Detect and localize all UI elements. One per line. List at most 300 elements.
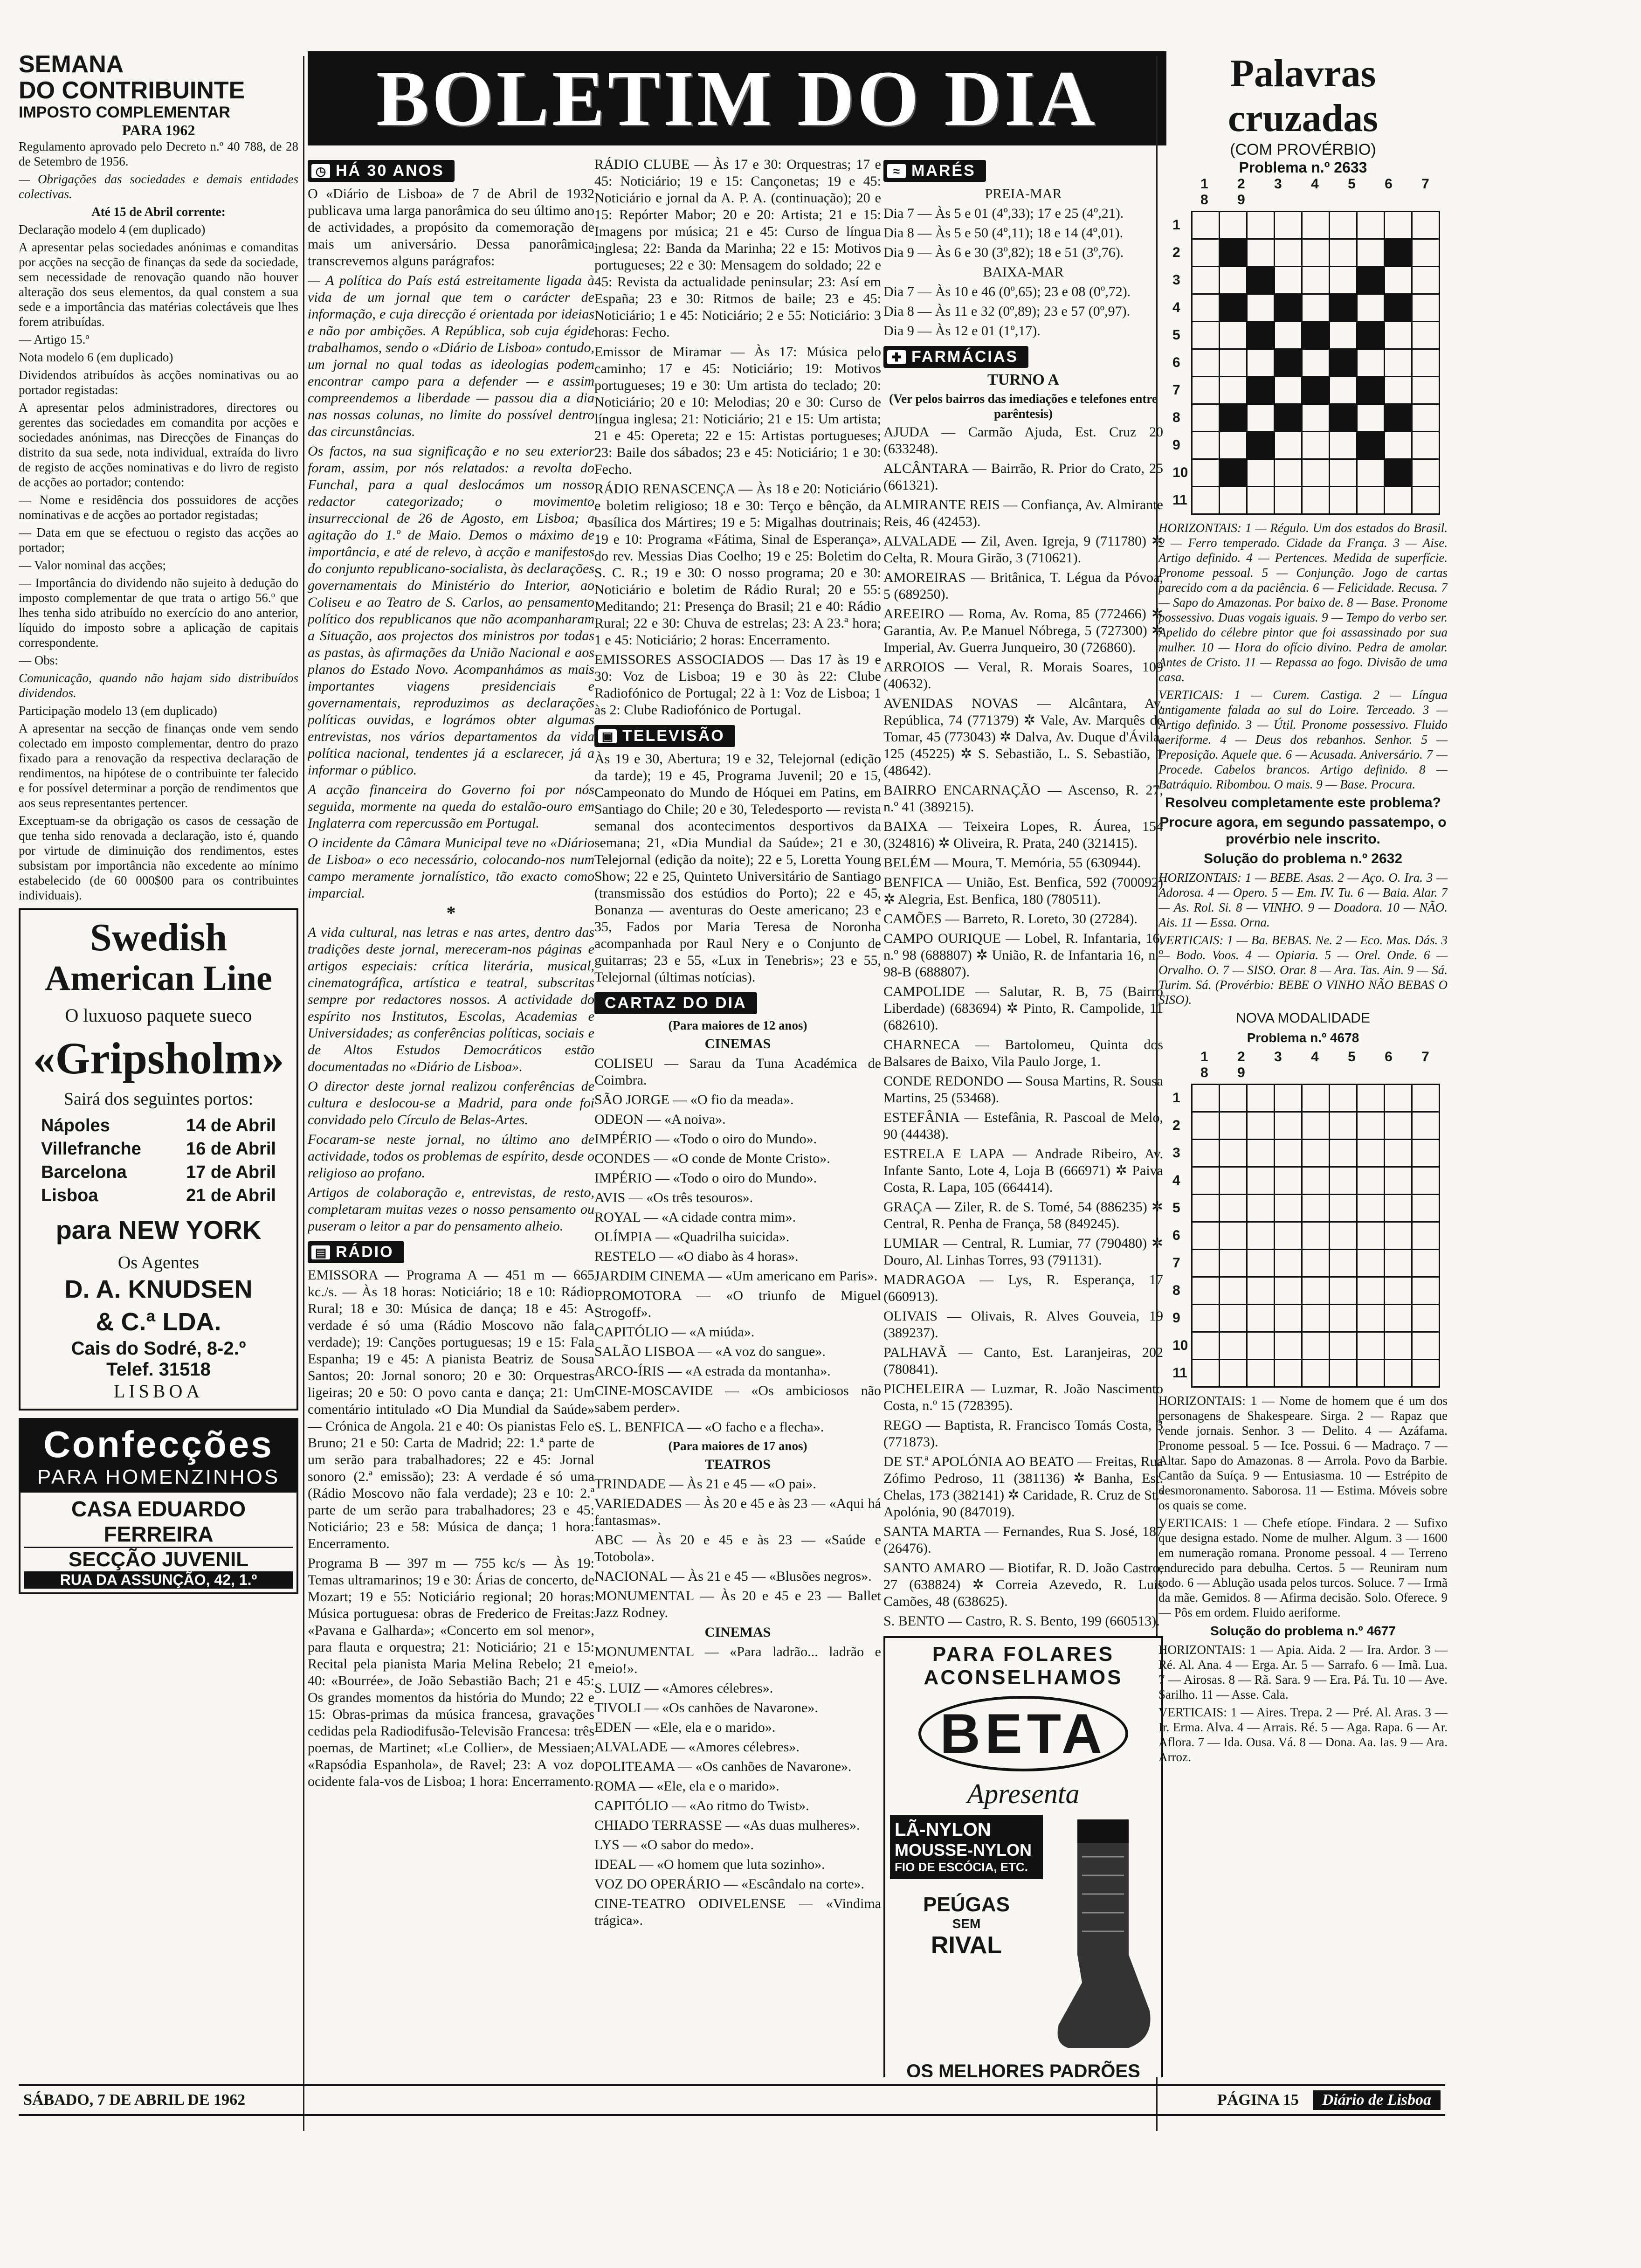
grid-row — [1172, 1222, 1440, 1250]
grid-cell[interactable] — [1247, 1112, 1275, 1140]
grid-cell[interactable] — [1220, 1222, 1247, 1250]
grid-cell[interactable] — [1330, 1112, 1357, 1140]
grid-cell[interactable] — [1330, 1195, 1357, 1222]
paragraph: Artigos de colaboração e, entrevistas, de resto, completaram muitas vezes o nosso pensamento ou puseram o leitor a par do pensamento alheio. — [308, 1185, 594, 1234]
paragraph: Declaração modelo 4 (em duplicado) — [19, 222, 206, 236]
solution: HORIZONTAIS: 1 — BEBE. Asas. 2 — Aço. O. Ira. 3 — Adorosa. 4 — Opero. 5 — Em. IV. Tu. 6 — Baia. Alar. 7 — As. Rol. Si. 8 — VINHO. 9 — Doadora. 10 — NÃO. Ais. 11 — Essa. Orna. — [1158, 871, 1448, 929]
grid-cell[interactable] — [1275, 487, 1302, 514]
grid-cell[interactable] — [1330, 404, 1357, 432]
grid-cell[interactable] — [1330, 432, 1357, 459]
listing: PROMOTORA — «O triunfo de Miguel Strogoff». — [594, 1288, 881, 1320]
grid-cell[interactable] — [1385, 1360, 1412, 1387]
listing: MONUMENTAL — «Para ladrão... ladrão e meio!». — [594, 1644, 881, 1676]
solution: HORIZONTAIS: 1 — Apia. Aida. 2 — Ira. Ardor. 3 — Ré. Al. Ana. 4 — Erga. Ar. 5 — Sarrafo. 6 — Imã. Lua. 7 — Airosas. 8 — Rã. Sara. 9 — Era. Pá. Tu. 10 — Ave. Sarilho. 11 — Asse. Cala. — [1158, 1643, 1448, 1701]
grid-cell[interactable] — [1357, 267, 1385, 294]
problem-number: Problema n.º 4678 — [1247, 1030, 1359, 1045]
ad-text: PEÚGAS — [923, 1893, 1010, 1916]
grid-cell[interactable] — [1357, 1277, 1385, 1305]
grid-cell[interactable] — [1330, 1332, 1357, 1360]
grid-cell[interactable] — [1192, 349, 1220, 377]
grid-cell[interactable] — [1412, 212, 1440, 239]
grid-column-numbers: 1 2 3 4 5 6 7 8 9 — [1200, 1049, 1442, 1080]
section-subtitle: IMPOSTO COMPLEMENTAR — [19, 104, 230, 121]
grid-cell[interactable] — [1385, 1250, 1412, 1277]
grid-cell[interactable] — [1330, 1250, 1357, 1277]
listing: CINE-MOSCAVIDE — «Os ambiciosos não sabem perder». — [594, 1383, 881, 1415]
grid-cell[interactable] — [1302, 1222, 1330, 1250]
grid-cell[interactable] — [1192, 1277, 1220, 1305]
grid-row — [1172, 1167, 1440, 1195]
grid-cell[interactable] — [1385, 459, 1412, 487]
grid-cell[interactable] — [1220, 1332, 1247, 1360]
grid-cell[interactable] — [1302, 1277, 1330, 1305]
solution-title: Solução do problema n.º 2632 — [1203, 851, 1403, 866]
grid-cell[interactable] — [1330, 1277, 1357, 1305]
grid-cell[interactable] — [1192, 212, 1220, 239]
grid-cell[interactable] — [1412, 239, 1440, 267]
listing: SALÃO LISBOA — «A voz do sangue». — [594, 1344, 826, 1359]
grid-cell[interactable] — [1412, 294, 1440, 322]
pharmacy-entry: ARROIOS — Veral, R. Morais Soares, 109 (40632). — [883, 659, 1163, 691]
grid-cell[interactable] — [1385, 1167, 1412, 1195]
grid-cell[interactable] — [1385, 1085, 1412, 1112]
crossword-grid[interactable] — [1172, 1084, 1440, 1388]
grid-cell[interactable] — [1247, 404, 1275, 432]
grid-cell[interactable] — [1275, 294, 1302, 322]
row-number: 8 — [1172, 1283, 1180, 1298]
row-number: 4 — [1172, 300, 1180, 315]
newspaper-brand: Diário de Lisboa — [1313, 2090, 1441, 2110]
grid-cell[interactable] — [1385, 349, 1412, 377]
grid-cell[interactable] — [1357, 1085, 1385, 1112]
pharmacy-entry: ESTEFÂNIA — Estefânia, R. Pascoal de Melo, 90 (44438). — [883, 1110, 1163, 1142]
grid-cell[interactable] — [1357, 1167, 1385, 1195]
paragraph: RÁDIO CLUBE — Às 17 e 30: Orquestras; 17 e 45: Noticiário; 19 e 15: Cançonetas; 19 e 45: Noticiário e jornal da A. P. A. (continuação); 20 e 15: Repórter Mabor; 20 e 20: Artista; 21 e 15: Imagens por música; 21 e 45: Curso de língua inglesa; 22: Banda da Marinha; 22 e 15: Motivos portugueses; 22 e 30: Mensagem do soldado; 22 e 45: Revista da actualidade peninsular; 23: Así em España; 23 e 30: Ritmos de baile; 23 e 45: Noticiário; 1 e 45: Noticiário; 2 e 55: Noticiário: 3 horas: Fecho. — [594, 157, 881, 340]
paragraph: Os factos, na sua significação e no seu exterior foram, assim, por nós relatados: a revolta do Funchal, para a qual deslocámos um nosso redactor categorizado; o movimento insurreccional de 26 de Agosto, em Lisboa; a agitação do 1.º de Maio. Demos o máximo de importância, e até de relevo, à acção e manifestos do conjunto republicano-socialista, às declarações governamentais do Ministério do Interior, ao Coliseu e ao Teatro de S. Carlos, ao pensamento político dos republicanos que não acompanharam a Situação, aos projectos dos ministros por todas as pastas, às afirmações da União Nacional e aos planos do Estado Novo. Acompanhámos as mais importantes viagens presidenciais e governamentais, reproduzimos as declarações políticas ouvidas, e lográmos obter algumas entrevistas, nos vários departamentos da vida política nacional, tendentes já a esclarecer, já a informar o público. — [308, 443, 594, 778]
ad-text: Os Agentes — [117, 1253, 200, 1272]
grid-cell[interactable] — [1247, 1250, 1275, 1277]
grid-cell[interactable] — [1385, 322, 1412, 349]
grid-cell[interactable] — [1247, 1277, 1275, 1305]
grid-cell[interactable] — [1275, 349, 1302, 377]
paragraph: Participação modelo 13 (em duplicado) — [19, 704, 217, 718]
port-row — [41, 1161, 276, 1184]
grid-cell[interactable] — [1412, 1250, 1440, 1277]
grid-cell[interactable] — [1385, 1112, 1412, 1140]
port-row — [41, 1114, 276, 1137]
pharmacy-entry: ALMIRANTE REIS — Confiança, Av. Almirante Reis, 46 (42453). — [883, 497, 1163, 529]
grid-cell[interactable] — [1247, 349, 1275, 377]
grid-cell[interactable] — [1385, 1277, 1412, 1305]
list-item: — Nome e residência dos possuidores de acções nominativas e de acções ao portador registadas; — [19, 493, 298, 522]
grid-cell[interactable] — [1302, 212, 1330, 239]
grid-cell[interactable] — [1385, 404, 1412, 432]
grid-cell[interactable] — [1412, 1140, 1440, 1167]
grid-row — [1172, 1305, 1440, 1332]
port-date: 21 de Abril — [186, 1186, 276, 1205]
row-number: 1 — [1172, 217, 1180, 233]
grid-cell[interactable] — [1247, 1332, 1275, 1360]
grid-cell[interactable] — [1247, 1140, 1275, 1167]
grid-cell[interactable] — [1357, 1222, 1385, 1250]
grid-cell[interactable] — [1357, 404, 1385, 432]
grid-cell[interactable] — [1385, 1305, 1412, 1332]
grid-cell[interactable] — [1357, 1360, 1385, 1387]
note: (Ver pelos bairros das imediações e telefones entre parêntesis) — [889, 392, 1158, 421]
grid-cell[interactable] — [1330, 239, 1357, 267]
row-number: 7 — [1172, 382, 1180, 398]
tide-line: Dia 9 — Às 6 e 30 (3º,82); 18 e 51 (3º,76). — [883, 245, 1124, 260]
grid-cell[interactable] — [1275, 1167, 1302, 1195]
grid-cell[interactable] — [1220, 349, 1247, 377]
listing: POLITEAMA — «Os canhões de Navarone». — [594, 1759, 852, 1774]
grid-cell[interactable] — [1302, 432, 1330, 459]
grid-cell[interactable] — [1247, 239, 1275, 267]
grid-cell[interactable] — [1220, 1195, 1247, 1222]
grid-cell[interactable] — [1275, 1222, 1302, 1250]
grid-cell[interactable] — [1330, 267, 1357, 294]
tide-line: Dia 9 — Às 12 e 01 (1º,17). — [883, 323, 1041, 339]
ad-agent: D. A. KNUDSEN — [64, 1275, 253, 1303]
ad-text: SEM — [952, 1916, 981, 1931]
section-header: ◷ HÁ 30 ANOS — [308, 160, 455, 182]
subsection-title: CINEMAS — [704, 1036, 771, 1051]
grid-cell[interactable] — [1302, 1167, 1330, 1195]
grid-cell[interactable] — [1220, 487, 1247, 514]
listing: CAPITÓLIO — «Ao ritmo do Twist». — [594, 1798, 809, 1813]
paragraph: Focaram-se neste jornal, no último ano de actividade, todos os problemas de espírito, desde o religioso ao profano. — [308, 1132, 594, 1181]
listing: EDEN — «Ele, ela e o marido». — [594, 1720, 776, 1735]
grid-cell[interactable] — [1385, 267, 1412, 294]
listing: ODEON — «A noiva». — [594, 1112, 726, 1127]
section-subtitle: PARA 1962 — [122, 122, 195, 138]
grid-cell[interactable] — [1357, 239, 1385, 267]
grid-cell[interactable] — [1220, 1167, 1247, 1195]
grid-cell[interactable] — [1275, 1305, 1302, 1332]
grid-cell[interactable] — [1330, 1305, 1357, 1332]
paragraph: EMISSORES ASSOCIADOS — Das 17 às 19 e 30: Voz de Lisboa; 19 e 30 às 22: Clube Radiofónico de Portugal; 22 à 1: Voz de Lisboa; 1 às 2: Clube Radiofónico de Portugal. — [594, 652, 881, 718]
grid-cell[interactable] — [1302, 267, 1330, 294]
grid-cell[interactable] — [1412, 377, 1440, 404]
page-number: PÁGINA 15 — [1217, 2091, 1299, 2109]
grid-cell[interactable] — [1412, 1305, 1440, 1332]
grid-cell[interactable] — [1330, 377, 1357, 404]
grid-cell[interactable] — [1302, 1332, 1330, 1360]
contribuinte-column — [19, 51, 298, 2080]
crossword-grid[interactable] — [1172, 211, 1440, 515]
paragraph: — A política do País está estreitamente ligada à vida de um jornal que tem o carácter de informação, e cuja direcção é orientada por ideias e não por ambições. A República, sob cuja égide trabalhamos, sendo o «Diário de Lisboa» contudo, um jornal no qual todas as ideologias podem encontrar campo para a defender — e assim compreendemos a liberdade — passou dia a dia nas nossas colunas, no limite do possível dentro das circunstâncias. — [308, 273, 594, 439]
grid-cell[interactable] — [1192, 459, 1220, 487]
grid-cell[interactable] — [1220, 1277, 1247, 1305]
grid-cell[interactable] — [1192, 267, 1220, 294]
grid-cell[interactable] — [1247, 322, 1275, 349]
grid-cell[interactable] — [1192, 404, 1220, 432]
grid-cell[interactable] — [1220, 404, 1247, 432]
listing: TIVOLI — «Os canhões de Navarone». — [594, 1700, 818, 1715]
grid-cell[interactable] — [1220, 432, 1247, 459]
problem-number: Problema n.º 2633 — [1239, 159, 1367, 176]
ad-product: MOUSSE-NYLON — [895, 1840, 1032, 1860]
grid-cell[interactable] — [1220, 1305, 1247, 1332]
grid-cell[interactable] — [1220, 1140, 1247, 1167]
grid-cell[interactable] — [1247, 377, 1275, 404]
grid-cell[interactable] — [1412, 1195, 1440, 1222]
grid-cell[interactable] — [1357, 349, 1385, 377]
grid-cell[interactable] — [1275, 1360, 1302, 1387]
port-date: 17 de Abril — [186, 1162, 276, 1182]
subsection-title: BAIXA-MAR — [983, 264, 1064, 280]
grid-cell[interactable] — [1385, 487, 1412, 514]
paragraph: O incidente da Câmara Municipal teve no «Diário de Lisboa» o eco necessário, colocando-nos num campo meramente jornalístico, tão exacto como imparcial. — [308, 835, 594, 901]
grid-cell[interactable] — [1302, 459, 1330, 487]
grid-cell[interactable] — [1275, 1277, 1302, 1305]
solution-title: Solução do problema n.º 4677 — [1210, 1624, 1396, 1638]
grid-cell[interactable] — [1357, 377, 1385, 404]
grid-cell[interactable] — [1220, 322, 1247, 349]
grid-cell[interactable] — [1412, 459, 1440, 487]
grid-cell[interactable] — [1412, 1277, 1440, 1305]
grid-cell[interactable] — [1385, 1140, 1412, 1167]
grid-cell[interactable] — [1330, 1360, 1357, 1387]
grid-cell[interactable] — [1192, 239, 1220, 267]
grid-cell[interactable] — [1192, 377, 1220, 404]
pharmacy-entry: SANTA MARTA — Fernandes, Rua S. José, 187 (26476). — [883, 1524, 1163, 1556]
grid-cell[interactable] — [1302, 294, 1330, 322]
grid-cell[interactable] — [1412, 1332, 1440, 1360]
grid-cell[interactable] — [1302, 377, 1330, 404]
grid-cell[interactable] — [1247, 1085, 1275, 1112]
paragraph: A apresentar pelos administradores, directores ou gerentes das sociedades em comandita por acções e sociedades anónimas, nas Direcções de Finanças do distrito da sua sede, nota individual, extraída do livro de registo de acções nominativas e do livro de registo de acções ao portador; contendo: — [19, 401, 298, 489]
grid-cell[interactable] — [1412, 322, 1440, 349]
paragraph: O director deste jornal realizou conferências de cultura e deslocou-se a Madrid, para onde foi convidado pelo Círculo de Belas-Artes. — [308, 1079, 594, 1127]
rating-note: (Para maiores de 12 anos) — [668, 1018, 807, 1032]
grid-cell[interactable] — [1192, 294, 1220, 322]
grid-cell[interactable] — [1330, 1085, 1357, 1112]
grid-cell[interactable] — [1275, 459, 1302, 487]
grid-cell[interactable] — [1385, 1195, 1412, 1222]
grid-cell[interactable] — [1330, 322, 1357, 349]
grid-cell[interactable] — [1412, 267, 1440, 294]
grid-cell[interactable] — [1302, 322, 1330, 349]
grid-cell[interactable] — [1412, 1112, 1440, 1140]
grid-cell[interactable] — [1302, 1085, 1330, 1112]
grid-cell[interactable] — [1247, 432, 1275, 459]
grid-cell[interactable] — [1192, 432, 1220, 459]
grid-cell[interactable] — [1330, 1140, 1357, 1167]
separator: * — [446, 902, 456, 923]
grid-cell[interactable] — [1220, 267, 1247, 294]
grid-cell[interactable] — [1412, 1222, 1440, 1250]
ad-tagline: OS MELHORES PADRÕES — [906, 2061, 1140, 2077]
grid-cell[interactable] — [1192, 1332, 1220, 1360]
grid-cell[interactable] — [1275, 404, 1302, 432]
grid-cell[interactable] — [1247, 1195, 1275, 1222]
grid-cell[interactable] — [1357, 1195, 1385, 1222]
grid-cell[interactable] — [1247, 267, 1275, 294]
grid-cell[interactable] — [1385, 377, 1412, 404]
listing: NACIONAL — Às 21 e 45 — «Blusões negros». — [594, 1569, 872, 1584]
listing: VARIEDADES — Às 20 e 45 e às 23 — «Aqui há fantasmas». — [594, 1496, 881, 1528]
grid-cell[interactable] — [1275, 322, 1302, 349]
grid-cell[interactable] — [1220, 1085, 1247, 1112]
grid-cell[interactable] — [1247, 1360, 1275, 1387]
grid-cell[interactable] — [1275, 432, 1302, 459]
grid-cell[interactable] — [1330, 1167, 1357, 1195]
grid-cell[interactable] — [1302, 349, 1330, 377]
grid-cell[interactable] — [1275, 1332, 1302, 1360]
grid-cell[interactable] — [1385, 239, 1412, 267]
grid-row — [1172, 1195, 1440, 1222]
grid-cell[interactable] — [1412, 1360, 1440, 1387]
grid-cell[interactable] — [1302, 1305, 1330, 1332]
paragraph: RÁDIO RENASCENÇA — Às 18 e 20: Noticiário e boletim religioso; 18 e 30: Terço e bênção, da basílica dos Mártires; 19 e 5: Migalhas doutrinais; 19 e 10: Programa «Fátima, Sinal de Esperança», do rev. Messias Dias Coelho; 19 e 25: Boletim do S. C. R.; 19 e 30: O nosso programa; 20 e 30: Noticiário e boletim de Rádio Rural; 20 e 55: Meditando; 21: Presença do Brasil; 21 e 40: Rádio Rural; 22 e 30: Chuva de estrelas; 23: A 23.ª hora; 1 e 45: Noticiário; 2 horas: Encerramento. — [594, 481, 881, 648]
grid-cell[interactable] — [1247, 1222, 1275, 1250]
grid-cell[interactable] — [1412, 432, 1440, 459]
row-number: 3 — [1172, 272, 1180, 288]
grid-cell[interactable] — [1192, 1250, 1220, 1277]
grid-cell[interactable] — [1220, 377, 1247, 404]
grid-cell[interactable] — [1357, 459, 1385, 487]
section-title: NOVA MODALIDADE — [1236, 1010, 1370, 1026]
grid-cell[interactable] — [1275, 1085, 1302, 1112]
grid-cell[interactable] — [1412, 487, 1440, 514]
grid-cell[interactable] — [1302, 1140, 1330, 1167]
grid-cell[interactable] — [1412, 1085, 1440, 1112]
ad-headline: PARA FOLARES — [932, 1643, 1115, 1666]
grid-cell[interactable] — [1247, 459, 1275, 487]
grid-cell[interactable] — [1357, 1250, 1385, 1277]
grid-row — [1172, 267, 1440, 294]
grid-cell[interactable] — [1357, 212, 1385, 239]
grid-row — [1172, 1250, 1440, 1277]
grid-cell[interactable] — [1357, 432, 1385, 459]
list-item: — Valor nominal das acções; — [19, 558, 166, 572]
grid-cell[interactable] — [1302, 239, 1330, 267]
cinema-list — [594, 1055, 881, 1436]
grid-cell[interactable] — [1220, 459, 1247, 487]
grid-cell[interactable] — [1330, 349, 1357, 377]
ports-list — [27, 1114, 290, 1207]
grid-cell[interactable] — [1412, 349, 1440, 377]
grid-cell[interactable] — [1247, 1305, 1275, 1332]
paragraph: Exceptuam-se da obrigação os casos de cessação de que tenha sido renovada a declaração, isto é, quando por virtude de diminuição dos rendimentos, estes subsistam por importância não excedente ao mínimo estabelecido (de 60 000$00 para os contribuintes individuais). — [19, 814, 298, 902]
listing: JARDIM CINEMA — «Um americano em Paris». — [594, 1268, 878, 1284]
grid-cell[interactable] — [1192, 322, 1220, 349]
grid-cell[interactable] — [1192, 1140, 1220, 1167]
grid-cell[interactable] — [1385, 212, 1412, 239]
grid-cell[interactable] — [1357, 1305, 1385, 1332]
pharmacy-entry: S. BENTO — Castro, R. S. Bento, 199 (660513). — [883, 1613, 1160, 1629]
grid-cell[interactable] — [1357, 1140, 1385, 1167]
grid-cell[interactable] — [1220, 239, 1247, 267]
list-item: — Obs: — [19, 653, 58, 667]
subsection-title: CINEMAS — [704, 1625, 771, 1640]
grid-cell[interactable] — [1357, 1332, 1385, 1360]
ha-30-anos-column — [308, 156, 594, 2077]
grid-cell[interactable] — [1357, 322, 1385, 349]
grid-cell[interactable] — [1302, 1112, 1330, 1140]
grid-cell[interactable] — [1330, 487, 1357, 514]
grid-cell[interactable] — [1192, 1360, 1220, 1387]
ad-text: O luxuoso paquete sueco — [65, 1005, 252, 1026]
pharmacy-icon: ✚ — [887, 350, 906, 364]
ad-store: CASA EDUARDO FERREIRA — [24, 1496, 293, 1548]
grid-cell[interactable] — [1412, 1167, 1440, 1195]
port-name: Villefranche — [41, 1139, 141, 1159]
grid-cell[interactable] — [1220, 1112, 1247, 1140]
grid-cell[interactable] — [1330, 212, 1357, 239]
grid-cell[interactable] — [1302, 404, 1330, 432]
grid-cell[interactable] — [1385, 432, 1412, 459]
grid-cell[interactable] — [1192, 1195, 1220, 1222]
paragraph: A apresentar na secção de finanças onde vem sendo colectado em imposto complementar, dentro do prazo fixado para a renovação da respectiva declaração de rendimentos, na hipótese de o contribuinte ter falecido e for possível determinar a porção de rendimentos que aos seus representantes pertencer. — [19, 721, 298, 810]
grid-cell[interactable] — [1357, 1112, 1385, 1140]
grid-cell[interactable] — [1275, 1250, 1302, 1277]
grid-cell[interactable] — [1357, 294, 1385, 322]
grid-cell[interactable] — [1247, 1167, 1275, 1195]
pharmacy-entry: MADRAGOA — Lys, R. Esperança, 17 (660913). — [883, 1272, 1163, 1304]
grid-cell[interactable] — [1275, 1140, 1302, 1167]
grid-cell[interactable] — [1357, 487, 1385, 514]
grid-cell[interactable] — [1302, 1360, 1330, 1387]
grid-cell[interactable] — [1220, 1360, 1247, 1387]
mares-farmacias-column — [883, 156, 1163, 2077]
grid-row — [1172, 1360, 1440, 1387]
grid-cell[interactable] — [1330, 1222, 1357, 1250]
grid-cell[interactable] — [1192, 1112, 1220, 1140]
grid-cell[interactable] — [1412, 404, 1440, 432]
port-date: 14 de Abril — [186, 1116, 276, 1135]
grid-cell[interactable] — [1192, 1305, 1220, 1332]
ad-headline: «Gripsholm» — [33, 1033, 284, 1083]
grid-cell[interactable] — [1220, 212, 1247, 239]
grid-cell[interactable] — [1302, 1195, 1330, 1222]
grid-row — [1172, 487, 1440, 514]
grid-cell[interactable] — [1275, 377, 1302, 404]
grid-cell[interactable] — [1247, 212, 1275, 239]
grid-cell[interactable] — [1302, 487, 1330, 514]
grid-cell[interactable] — [1247, 294, 1275, 322]
grid-cell[interactable] — [1385, 1332, 1412, 1360]
grid-cell[interactable] — [1192, 1222, 1220, 1250]
grid-cell[interactable] — [1275, 1195, 1302, 1222]
port-name: Lisboa — [41, 1186, 98, 1205]
listing: TRINDADE — Às 21 e 45 — «O pai». — [594, 1476, 816, 1492]
grid-cell[interactable] — [1330, 294, 1357, 322]
grid-cell[interactable] — [1192, 487, 1220, 514]
grid-cell[interactable] — [1330, 459, 1357, 487]
grid-cell[interactable] — [1275, 1112, 1302, 1140]
port-name: Barcelona — [41, 1162, 127, 1182]
grid-cell[interactable] — [1385, 1222, 1412, 1250]
listing: VOZ DO OPERÁRIO — «Escândalo na corte». — [594, 1876, 865, 1892]
solution: VERTICAIS: 1 — Ba. BEBAS. Ne. 2 — Eco. Mas. Dás. 3 — Bodo. Voos. 4 — Opiaria. 5 — Orel. Onde. 6 — Orvalho. O. 7 — SISO. Orar. 8 — Ara. Tas. Ain. 9 — Sá. Turim. Sá. (Provérbio: BEBE O VINHO NÃO BEBAS O SISO). — [1158, 933, 1448, 1007]
grid-cell[interactable] — [1275, 212, 1302, 239]
grid-cell[interactable] — [1192, 1085, 1220, 1112]
grid-cell[interactable] — [1220, 294, 1247, 322]
grid-cell[interactable] — [1302, 1250, 1330, 1277]
pharmacy-entry: CONDE REDONDO — Sousa Martins, R. Sousa Martins, 25 (53468). — [883, 1073, 1163, 1106]
grid-cell[interactable] — [1247, 487, 1275, 514]
grid-cell[interactable] — [1385, 294, 1412, 322]
grid-cell[interactable] — [1275, 239, 1302, 267]
grid-cell[interactable] — [1220, 1250, 1247, 1277]
pharmacy-entry: CHARNECA — Bartolomeu, Quinta dos Balsares de Baixo, Vila Paulo Jorge, 1. — [883, 1037, 1163, 1069]
pharmacy-entry: CAMÕES — Barreto, R. Loreto, 30 (27284). — [883, 911, 1138, 927]
grid-cell[interactable] — [1192, 1167, 1220, 1195]
ad-product: LÃ-NYLON — [895, 1819, 991, 1840]
grid-cell[interactable] — [1275, 267, 1302, 294]
